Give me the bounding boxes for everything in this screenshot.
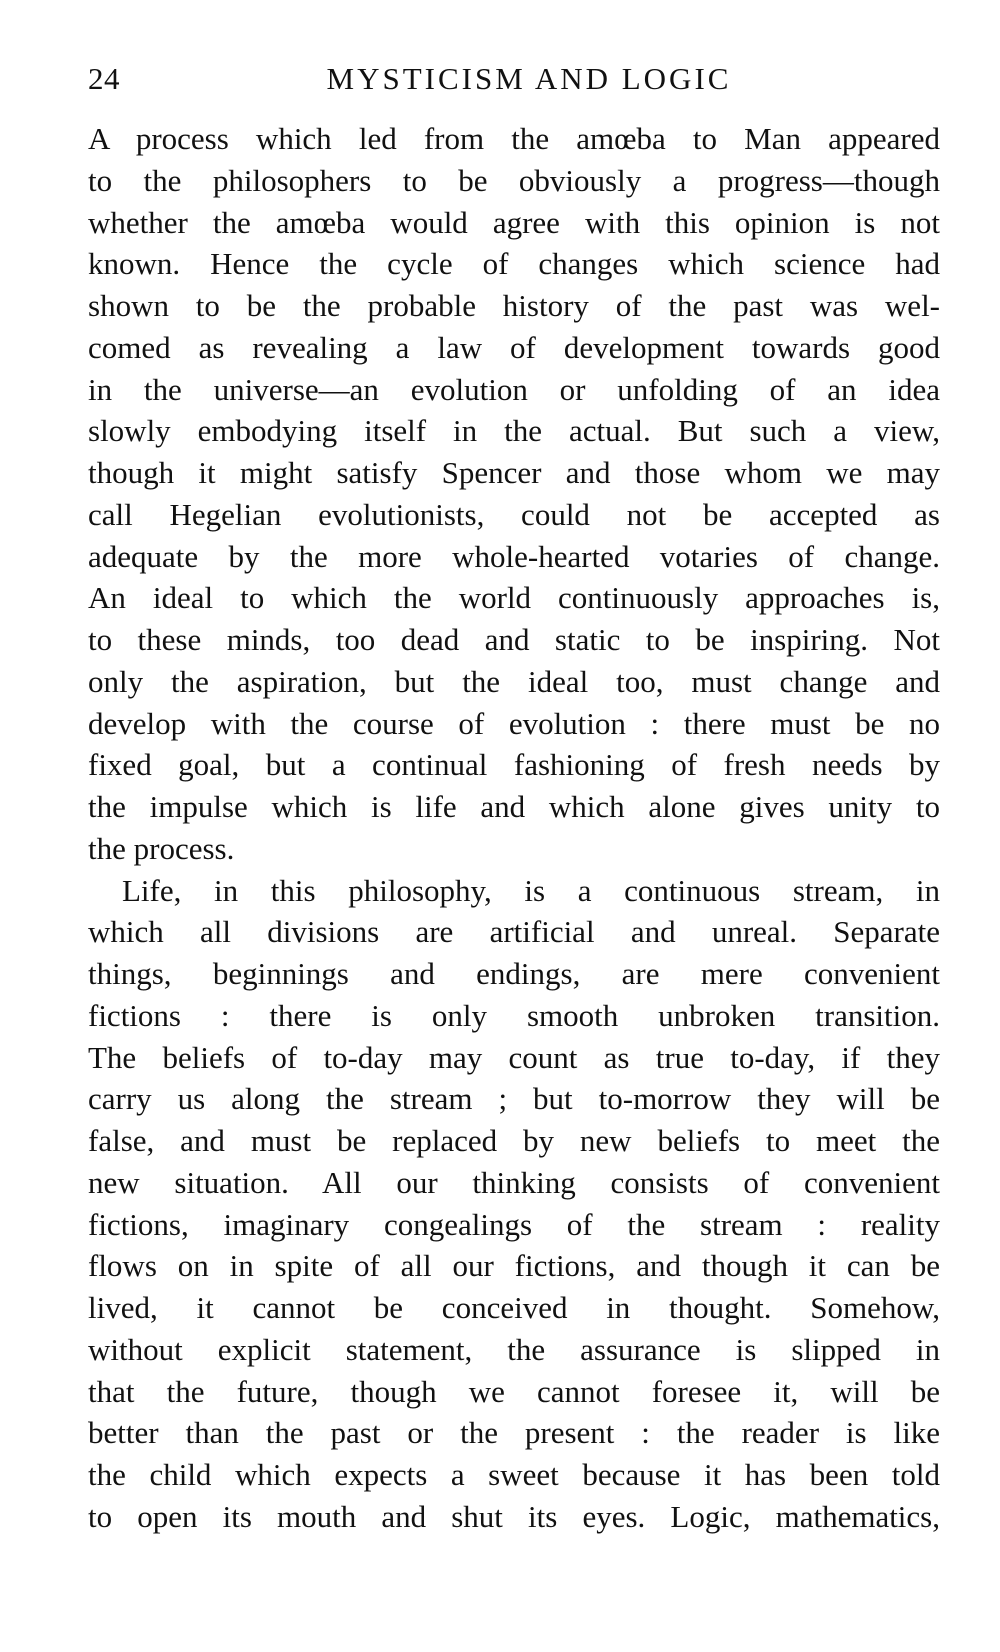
text-line: in the universe—an evolution or unfolding of an idea xyxy=(88,371,940,407)
paragraph xyxy=(88,870,940,1538)
text-line: carry us along the stream ; but to-morrow they will be xyxy=(88,1081,940,1117)
running-head xyxy=(88,54,940,104)
text-line: known. Hence the cycle of changes which science had xyxy=(88,246,940,282)
text-line: flows on in spite of all our fictions, and though it can be xyxy=(88,1248,940,1284)
text-line: shown to be the probable history of the past was wel- xyxy=(88,288,940,323)
text-line: call Hegelian evolutionists, could not be accepted as xyxy=(88,496,940,532)
text-line: to open its mouth and shut its eyes. Logic, mathematics, xyxy=(88,1498,940,1534)
text-line: that the future, though we cannot foresee it, will be xyxy=(88,1373,940,1409)
text-line: though it might satisfy Spencer and those whom we may xyxy=(88,455,940,490)
text-line: things, beginnings and endings, are mere convenient xyxy=(88,956,940,991)
text-line: better than the past or the present : the reader is like xyxy=(88,1415,940,1451)
text-line: The beliefs of to-day may count as true to-day, if they xyxy=(88,1039,940,1075)
text-line: lived, it cannot be conceived in thought. Somehow, xyxy=(88,1290,940,1325)
text-line: fixed goal, but a continual fashioning of fresh needs by xyxy=(88,747,940,783)
text-line: false, and must be replaced by new beliefs to meet the xyxy=(88,1123,940,1158)
text-line: slowly embodying itself in the actual. But such a view, xyxy=(88,413,940,449)
text-line: Life, in this philosophy, is a continuous stream, in xyxy=(122,872,940,908)
text-line: to the philosophers to be obviously a progress—though xyxy=(88,162,940,198)
page-number: 24 xyxy=(88,61,120,96)
text-line: develop with the course of evolution : there must be no xyxy=(88,705,940,741)
text-line: fictions, imaginary congealings of the stream : reality xyxy=(88,1206,940,1242)
text-line: comed as revealing a law of development towards good xyxy=(88,329,940,365)
text-line: without explicit statement, the assurance is slipped in xyxy=(88,1331,940,1367)
text-line: A process which led from the amœba to Man appeared xyxy=(88,121,940,156)
text-line: which all divisions are artificial and unreal. Separate xyxy=(88,914,940,950)
text-line: new situation. All our thinking consists of convenient xyxy=(88,1164,940,1200)
text-line: An ideal to which the world continuously approaches is, xyxy=(88,580,940,616)
text-line: the impulse which is life and which alone gives unity to xyxy=(88,789,940,824)
text-line: only the aspiration, but the ideal too, must change and xyxy=(88,663,940,699)
text-line: adequate by the more whole-hearted votaries of change. xyxy=(88,538,940,574)
running-title: MYSTICISM AND LOGIC xyxy=(326,61,732,96)
body-text xyxy=(88,118,940,1538)
text-line: the process. xyxy=(88,830,235,866)
text-line: to these minds, too dead and static to be inspiring. Not xyxy=(88,622,940,657)
text-line: fictions : there is only smooth unbroken transition. xyxy=(88,997,940,1033)
text-line: the child which expects a sweet because it has been told xyxy=(88,1457,940,1492)
paragraph xyxy=(88,118,940,870)
text-line: whether the amœba would agree with this opinion is not xyxy=(88,204,940,240)
